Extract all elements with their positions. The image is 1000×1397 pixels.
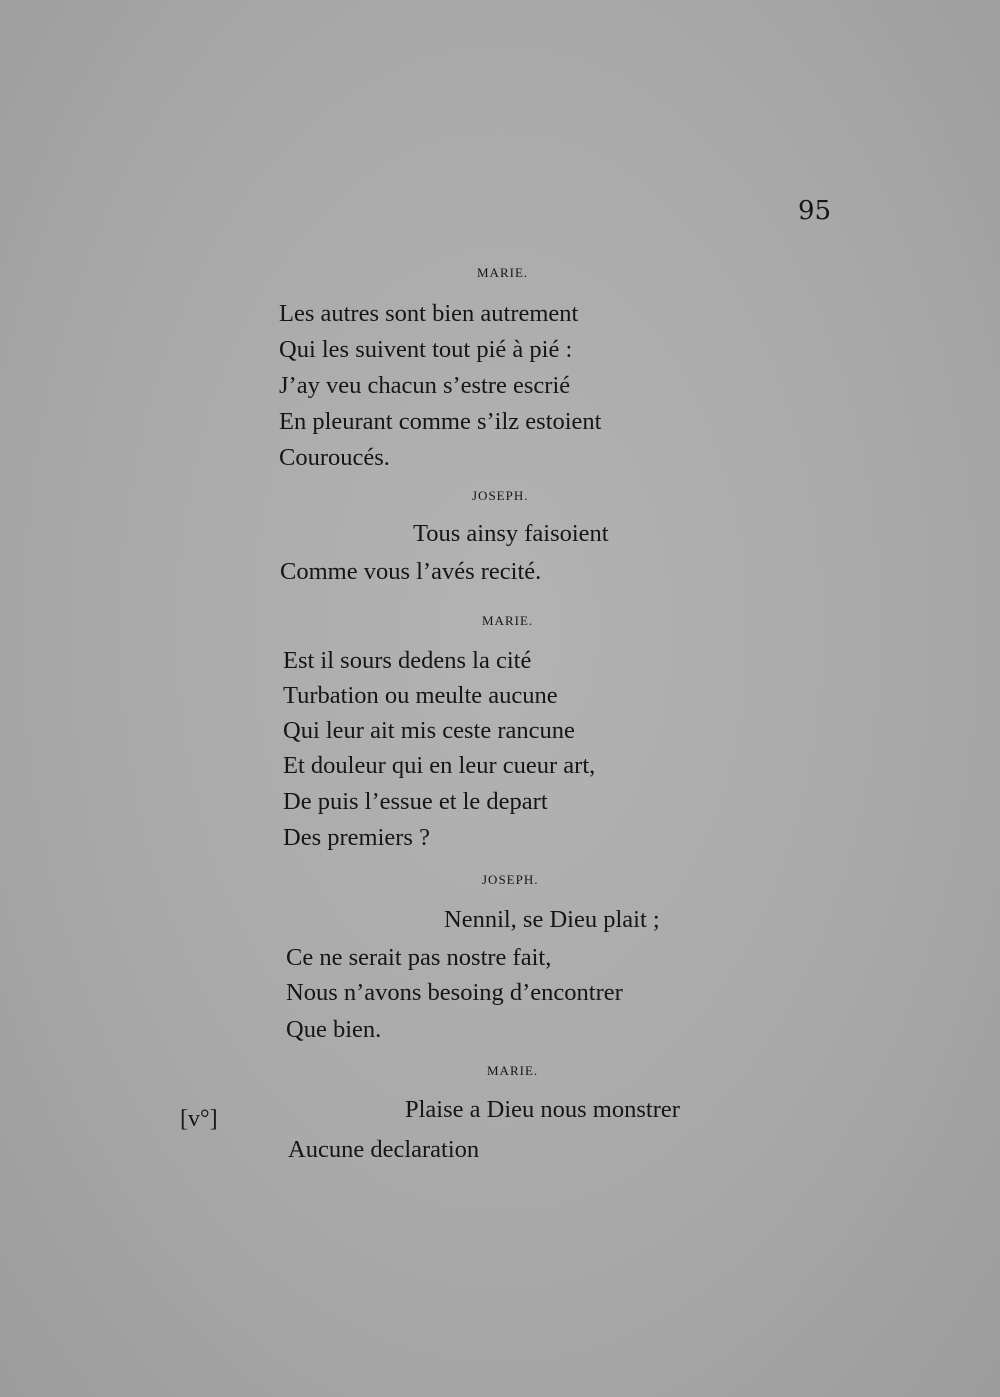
verse-line: Turbation ou meulte aucune	[283, 682, 558, 709]
verse-line: Nennil, se Dieu plait ;	[444, 906, 660, 933]
verse-line: Que bien.	[286, 1016, 382, 1043]
verse-line: Est il sours dedens la cité	[283, 647, 532, 674]
verse-line: Nous n’avons besoing d’encontrer	[286, 979, 623, 1006]
page-number: 95	[798, 196, 832, 226]
verse-line: Aucune declaration	[288, 1136, 480, 1163]
verse-line: Des premiers ?	[283, 824, 430, 851]
verse-line: De puis l’essue et le depart	[283, 788, 548, 815]
verse-line: En pleurant comme s’ilz estoient	[279, 408, 602, 435]
verse-line: Qui leur ait mis ceste rancune	[283, 717, 575, 744]
verse-line: Plaise a Dieu nous monstrer	[405, 1096, 680, 1123]
margin-folio-note: [v°]	[180, 1106, 218, 1132]
verse-line: Tous ainsy faisoient	[413, 520, 609, 547]
speaker-label: MARIE.	[487, 1063, 539, 1078]
speaker-label: JOSEPH.	[472, 488, 529, 503]
verse-line: Couroucés.	[279, 444, 390, 471]
verse-line: Et douleur qui en leur cueur art,	[283, 752, 596, 779]
verse-line: J’ay veu chacun s’estre escrié	[279, 372, 571, 399]
verse-line: Les autres sont bien autrement	[279, 300, 579, 327]
speaker-label: MARIE.	[482, 613, 534, 628]
verse-line: Qui les suivent tout pié à pié :	[279, 336, 573, 363]
speaker-label: MARIE.	[477, 265, 529, 280]
verse-line: Ce ne serait pas nostre fait,	[286, 944, 552, 971]
speaker-label: JOSEPH.	[482, 872, 539, 887]
verse-line: Comme vous l’avés recité.	[280, 558, 542, 585]
